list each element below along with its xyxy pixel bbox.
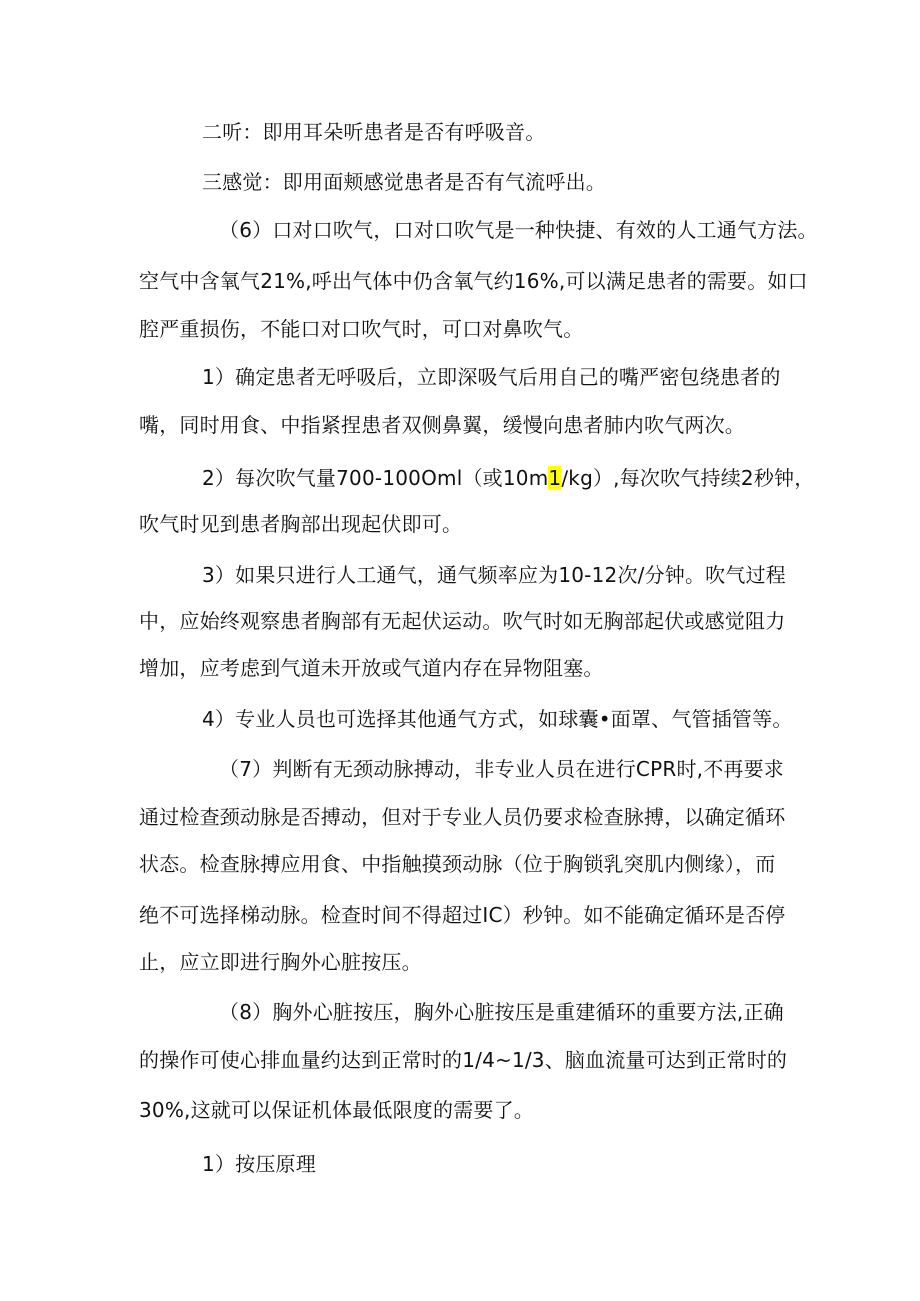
text-line: （6）口对口吹气，口对口吹气是一种快捷、有效的人工通气方法。 bbox=[219, 218, 818, 242]
text-line: 嘴，同时用食、中指紧捏患者双侧鼻翼，缓慢向患者肺内吹气两次。 bbox=[139, 413, 745, 437]
text-line: 三感觉：即用面颊感觉患者是否有气流呼出。 bbox=[202, 170, 606, 194]
text-line: 状态。检查脉搏应用食、中指触摸颈动脉（位于胸锁乳突肌内侧缘），而 bbox=[139, 852, 776, 876]
text-line: （7）判断有无颈动脉搏动，非专业人员在进行CPR时,不再要求 bbox=[219, 757, 785, 781]
text-line: 吹气时见到患者胸部出现起伏即可。 bbox=[139, 512, 463, 536]
text-line: 通过检查颈动脉是否搏动，但对于专业人员仍要求检查脉搏，以确定循环 bbox=[139, 805, 786, 829]
text-line bbox=[202, 466, 814, 490]
text-line: 止，应立即进行胸外心脏按压。 bbox=[139, 950, 422, 974]
text-line: 空气中含氧气21%,呼出气体中仍含氧气约16%,可以满足患者的需要。如口 bbox=[139, 269, 808, 293]
text-line: 30%,这就可以保证机体最低限度的需要了。 bbox=[139, 1098, 535, 1122]
text-line: 3）如果只进行人工通气，通气频率应为10-12次/分钟。吹气过程 bbox=[202, 563, 786, 587]
text-line: 1）按压原理 bbox=[202, 1152, 316, 1176]
text-segment: ∕kg）,每次吹气持续2秒钟， bbox=[561, 466, 815, 490]
highlighted-text: 1 bbox=[548, 466, 562, 490]
text-line: 绝不可选择梯动脉。检查时间不得超过IC）秒钟。如不能确定循环是否停 bbox=[139, 903, 786, 927]
text-line: 二听：即用耳朵听患者是否有呼吸音。 bbox=[202, 120, 546, 144]
text-line: 中，应始终观察患者胸部有无起伏运动。吹气时如无胸部起伏或感觉阻力 bbox=[139, 609, 786, 633]
text-line: 1）确定患者无呼吸后，立即深吸气后用自己的嘴严密包绕患者的 bbox=[202, 365, 781, 389]
text-line: 增加，应考虑到气道未开放或气道内存在异物阻塞。 bbox=[139, 656, 604, 680]
text-line: 的操作可使心排血量约达到正常时的1/4~1/3、脑血流量可达到正常时的 bbox=[139, 1048, 788, 1072]
text-segment: 2）每次吹气量700-100Oml（或10m bbox=[202, 466, 549, 490]
text-line: 4）专业人员也可选择其他通气方式，如球囊•面罩、气管插管等。 bbox=[202, 707, 793, 731]
text-line: （8）胸外心脏按压，胸外心脏按压是重建循环的重要方法,正确 bbox=[219, 1000, 784, 1024]
text-line: 腔严重损伤，不能口对口吹气时，可口对鼻吹气。 bbox=[139, 317, 584, 341]
